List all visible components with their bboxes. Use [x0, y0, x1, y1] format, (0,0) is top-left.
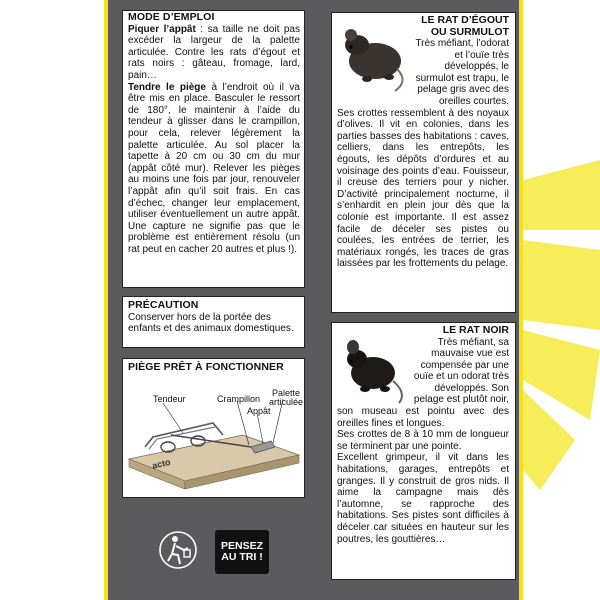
piege-panel — [122, 358, 305, 498]
pensez-au-tri-badge — [215, 530, 269, 574]
label-palette: Palette articulée — [269, 388, 304, 407]
mode-emploi-lead2: Tendre le piège — [128, 81, 206, 93]
rat-egout-panel — [331, 12, 516, 313]
label-tendeur: Tendeur — [153, 394, 186, 404]
rat-noir-text1: son museau est pointu avec des oreilles fines et longues. — [337, 406, 509, 429]
rat-noir-text2: Ses crottes de 8 à 10 mm de longueur se terminent par une pointe. — [337, 429, 509, 452]
rat-egout-text: Ses crottes ressemblent à des noyaux d’olives. Il vit en colonies, dans les parties basses des habitations : caves, celliers, dans les entrepôts, les égouts, les dépôts d’ordures et au voisinage des points d’eau. Fouisseur, il creuse des terriers pour y nicher. D’activité principalement nocturne, il s’enhardit en plein jour dès que la colonie est importante. Il est assez facile de déceler ses pistes ou coulées, les entrées de terrier, les matériaux rongés, les traces de gras laissées par les frottements du pelage. — [337, 107, 509, 270]
piege-title: PIÈGE PRÊT À FONCTIONNER — [128, 361, 284, 373]
precaution-text: Conserver hors de la portée des enfants et des animaux domestiques. — [128, 311, 294, 335]
mode-emploi-panel — [122, 10, 305, 288]
black-rat-image — [337, 325, 411, 405]
mode-emploi-text1: : sa taille ne doit pas excéder la largeur de la palette articulée. Contre les rats d’égout et rats noirs : gâteau, fromage, lard, pain… — [128, 23, 300, 81]
pensez-line1: PENSEZ — [220, 540, 263, 552]
rat-noir-intro: Très méfiant, sa mauvaise vue est compensée par une ouïe et un odorat très développés. Son pelage est plutôt noir, — [413, 336, 509, 406]
label-crampillon: Crampillon — [217, 394, 261, 404]
recycling-person-icon — [158, 528, 198, 572]
mode-emploi-lead1: Piquer l’appât — [128, 23, 196, 35]
mode-emploi-title: MODE D’EMPLOI — [128, 11, 215, 23]
rat-egout-intro: Très méfiant, l’odorat et l’ouïe très développés, le surmulot est trapu, le pelage gris avec des oreilles courtes. — [415, 38, 509, 107]
precaution-panel — [122, 296, 305, 348]
rat-noir-panel — [331, 322, 516, 580]
brown-rat-image — [337, 15, 411, 95]
mode-emploi-text2: à l’endroit où il va être mis en place. Basculer le ressort de 180°, le maintenir à l’aide du tendeur à glisser dans le crampillon, pour cela, relever légèrement la palette articulée. Au sol placer la tapette à 20 cm ou 30 cm du mur (appât côté mur). Relever les pièges au moins une fois par jour, renouveler l’appât afin qu’il soit frais. En cas d’échec, changer leur emplacement, utiliser éventuellement un autre appât. Une capture ne signifie pas que le problème est entièrement résolu (un rat peut en cacher 20 autres et plus !). — [128, 81, 300, 255]
label-appat: Appât — [247, 406, 271, 416]
rat-noir-text3: Excellent grimpeur, il vit dans les habitations, garages, entrepôts et granges. Il y construit de gros nids. Il aime la campagne mais dès l’automne, se rapproche des habitations. Ses pistes sont difficiles à déceler car situées en hauteur sur les poutres, les gouttières… — [337, 452, 509, 545]
pensez-line2: AU TRI ! — [221, 551, 263, 563]
precaution-title: PRÉCAUTION — [128, 299, 199, 311]
rat-noir-title: LE RAT NOIR — [442, 324, 509, 336]
rat-egout-title: LE RAT D’ÉGOUT OU SURMULOT — [421, 14, 509, 38]
mode-emploi-text — [128, 24, 300, 256]
trap-brand: acto — [151, 456, 172, 471]
